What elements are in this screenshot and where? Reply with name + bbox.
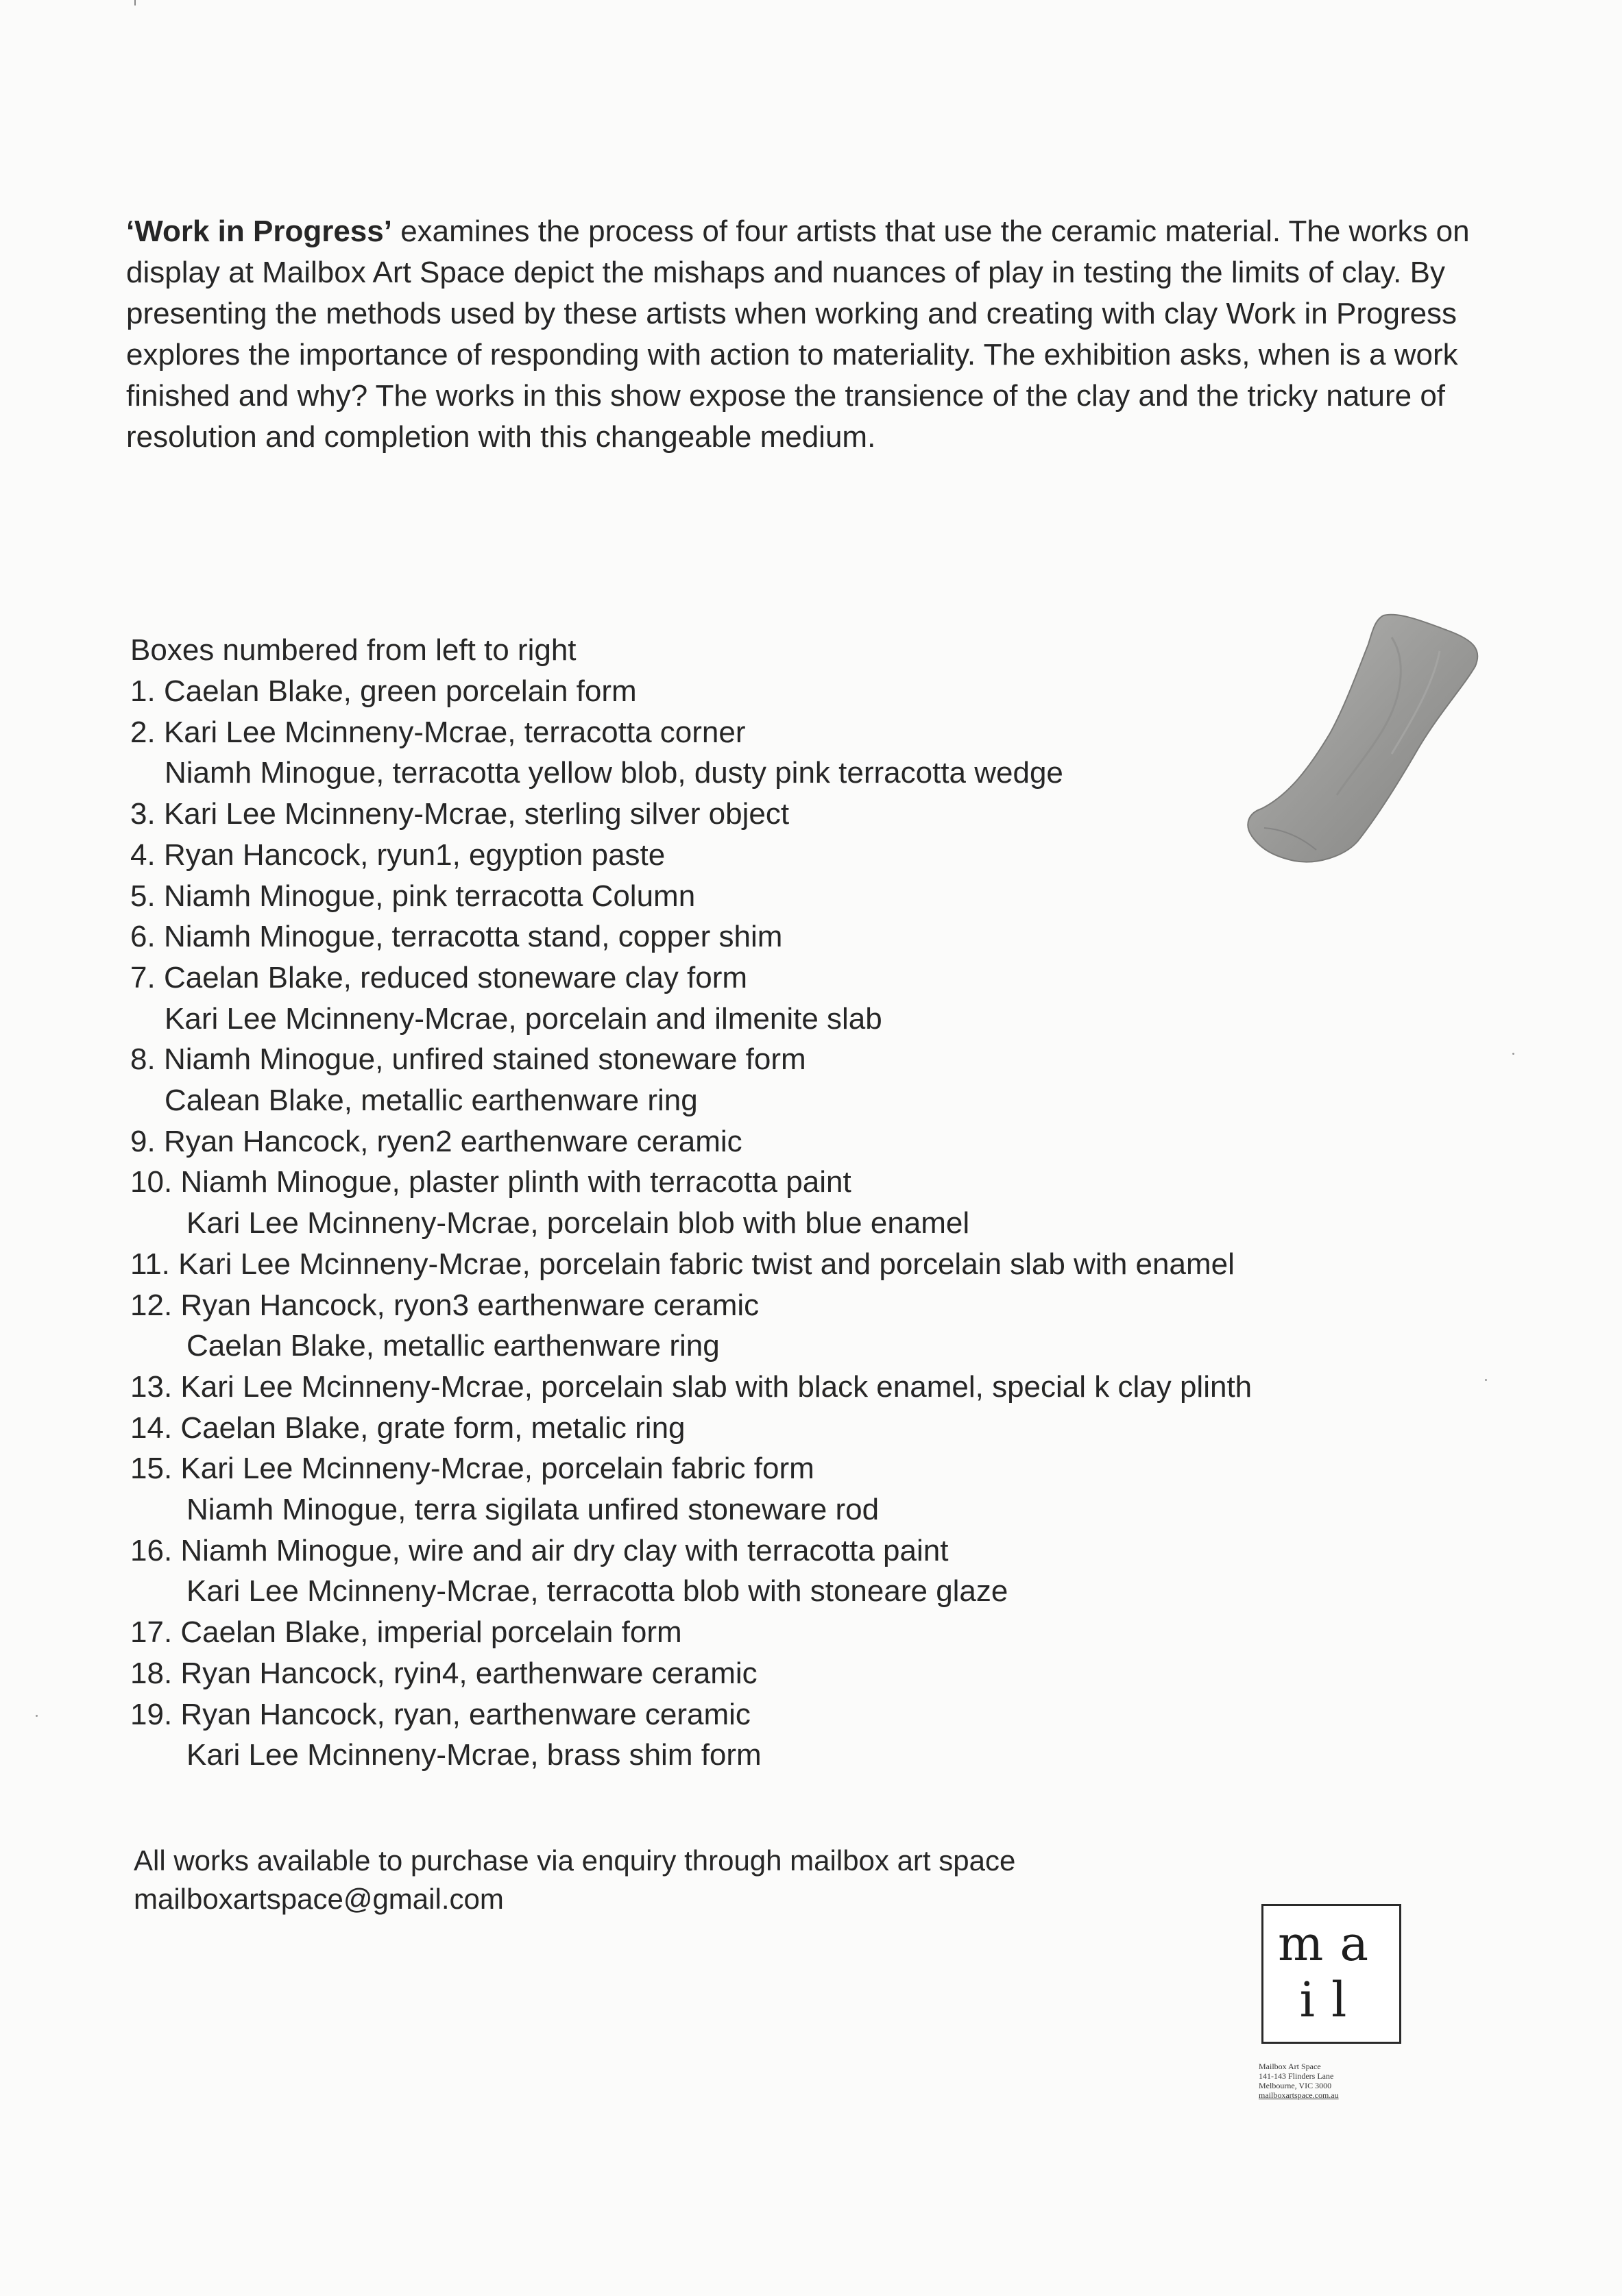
intro-body: examines the process of four artists that use the ceramic material. The works on display at Mailbox Art Space depict the mishaps and nuances of play in testing the limits of clay. By presenting the methods used by these artists when working and creating with clay Work in Progress explores the importance of responding with action to materiality. The exhibition asks, when is a work finished and why? The works in this show expose the transience of the clay and the tricky nature of resolution and completion with this changeable medium.	[126, 215, 1470, 454]
work-description: Kari Lee Mcinneny-Mcrae, terracotta blob with stoneare glaze	[186, 1574, 1008, 1609]
works-list-item	[130, 1121, 1501, 1162]
work-number: 15.	[130, 1452, 173, 1486]
work-description: Ryan Hancock, ryon3 earthenware ceramic	[180, 1288, 760, 1322]
work-description: Niamh Minogue, terracotta yellow blob, dusty pink terracotta wedge	[165, 756, 1063, 790]
paper-speck	[1485, 1379, 1487, 1381]
works-list-item	[130, 1162, 1501, 1243]
work-description: Niamh Minogue, plaster plinth with terracotta paint	[180, 1165, 851, 1199]
paper-speck	[36, 1715, 38, 1717]
address-website[interactable]: mailboxartspace.com.au	[1259, 2090, 1339, 2100]
work-number: 3.	[130, 797, 156, 831]
work-description: Kari Lee Mcinneny-Mcrae, sterling silver object	[163, 797, 790, 831]
work-number: 18.	[130, 1656, 173, 1690]
work-number: 12.	[130, 1288, 173, 1322]
work-number: 14.	[130, 1410, 173, 1445]
work-entry-continuation	[130, 1735, 1501, 1776]
work-entry-line	[130, 916, 1501, 957]
work-number: 13.	[130, 1369, 173, 1404]
work-entry-continuation	[130, 1489, 1501, 1530]
work-number: 9.	[130, 1124, 156, 1158]
work-entry-line	[130, 1285, 1501, 1326]
work-number: 16.	[130, 1533, 173, 1567]
work-entry-continuation	[130, 999, 1501, 1040]
scan-mark	[134, 0, 136, 5]
work-description: Ryan Hancock, ryen2 earthenware ceramic	[163, 1124, 742, 1158]
work-entry-line	[130, 1039, 1501, 1080]
gallery-address	[1259, 2062, 1339, 2100]
work-description: Kari Lee Mcinneny-Mcrae, terracotta corner	[163, 715, 746, 749]
work-description: Caelan Blake, metallic earthenware ring	[186, 1329, 720, 1363]
work-description: Ryan Hancock, ryin4, earthenware ceramic	[180, 1656, 758, 1690]
work-entry-line	[130, 1653, 1501, 1694]
work-number: 4.	[130, 838, 156, 872]
work-description: Niamh Minogue, unfired stained stoneware form	[163, 1042, 806, 1077]
clay-object-photo	[1234, 610, 1481, 884]
exhibition-title: ‘Work in Progress’	[126, 215, 392, 248]
work-description: Caelan Blake, imperial porcelain form	[180, 1615, 682, 1650]
work-description: Kari Lee Mcinneny-Mcrae, porcelain and ilmenite slab	[165, 1001, 882, 1036]
work-number: 5.	[130, 879, 156, 913]
work-description: Niamh Minogue, terracotta stand, copper shim	[163, 920, 783, 954]
work-number: 1.	[130, 674, 156, 708]
work-number: 19.	[130, 1697, 173, 1731]
work-description: Kari Lee Mcinneny-Mcrae, porcelain fabric form	[180, 1452, 814, 1486]
list-caption: Boxes numbered from left to right	[130, 633, 577, 667]
works-list-item	[130, 916, 1501, 957]
works-list-item	[130, 1653, 1501, 1694]
purchase-note: All works available to purchase via enquiry through mailbox art space	[134, 1844, 1016, 1877]
work-description: Caelan Blake, grate form, metalic ring	[180, 1410, 686, 1445]
work-entry-line	[130, 1612, 1501, 1653]
works-list-item	[130, 1367, 1501, 1408]
work-description: Niamh Minogue, wire and air dry clay with terracotta paint	[180, 1533, 949, 1567]
work-number: 6.	[130, 920, 156, 954]
work-entry-line	[130, 1121, 1501, 1162]
intro-paragraph	[126, 211, 1532, 458]
work-entry-continuation	[130, 1080, 1501, 1121]
work-entry-line	[130, 1694, 1501, 1735]
work-entry-line	[130, 1408, 1501, 1449]
mail-logo	[1261, 1904, 1401, 2044]
clay-object-shape	[1248, 615, 1477, 862]
works-list-item	[130, 957, 1501, 1039]
logo-row-2: il	[1299, 1972, 1364, 2028]
work-number: 8.	[130, 1042, 156, 1077]
work-description: Kari Lee Mcinneny-Mcrae, porcelain blob with blue enamel	[186, 1206, 970, 1241]
work-description: Niamh Minogue, terra sigilata unfired stoneware rod	[186, 1493, 880, 1527]
work-entry-continuation	[130, 1326, 1501, 1367]
work-number: 2.	[130, 715, 156, 749]
work-description: Calean Blake, metallic earthenware ring	[165, 1084, 698, 1118]
work-description: Kari Lee Mcinneny-Mcrae, porcelain slab with black enamel, special k clay plinth	[180, 1369, 1252, 1404]
work-description: Niamh Minogue, pink terracotta Column	[163, 879, 696, 913]
work-number: 7.	[130, 960, 156, 994]
contact-email[interactable]: mailboxartspace@gmail.com	[134, 1883, 504, 1915]
logo-row-1: ma	[1277, 1916, 1385, 1972]
work-entry-line	[130, 1448, 1501, 1489]
work-description: Ryan Hancock, ryun1, egyption paste	[163, 838, 666, 872]
works-list-item	[130, 1694, 1501, 1776]
work-entry-continuation	[130, 1571, 1501, 1612]
work-entry-line	[130, 1162, 1501, 1203]
work-description: Caelan Blake, green porcelain form	[163, 674, 637, 708]
address-street: 141-143 Flinders Lane	[1259, 2071, 1334, 2081]
footer	[134, 1842, 1015, 1918]
work-number: 10.	[130, 1165, 173, 1199]
work-number: 11.	[130, 1247, 170, 1281]
work-description: Caelan Blake, reduced stoneware clay form	[163, 960, 748, 994]
works-list-item	[130, 1039, 1501, 1121]
work-description: Ryan Hancock, ryan, earthenware ceramic	[180, 1697, 751, 1731]
work-entry-line	[130, 1244, 1501, 1285]
work-description: Kari Lee Mcinneny-Mcrae, porcelain fabric twist and porcelain slab with enamel	[178, 1247, 1235, 1281]
works-list-item	[130, 1408, 1501, 1449]
work-entry-line	[130, 1530, 1501, 1572]
work-entry-continuation	[130, 1203, 1501, 1244]
work-entry-line	[130, 957, 1501, 999]
works-list-item	[130, 1448, 1501, 1530]
paper-speck	[1512, 1053, 1514, 1055]
work-entry-line	[130, 1367, 1501, 1408]
works-list-item	[130, 1612, 1501, 1653]
address-city: Melbourne, VIC 3000	[1259, 2081, 1332, 2090]
works-list-item	[130, 1244, 1501, 1285]
work-description: Kari Lee Mcinneny-Mcrae, brass shim form	[186, 1738, 762, 1772]
works-list-item	[130, 1285, 1501, 1367]
work-number: 17.	[130, 1615, 173, 1650]
works-list-item	[130, 1530, 1501, 1612]
address-name: Mailbox Art Space	[1259, 2062, 1321, 2071]
